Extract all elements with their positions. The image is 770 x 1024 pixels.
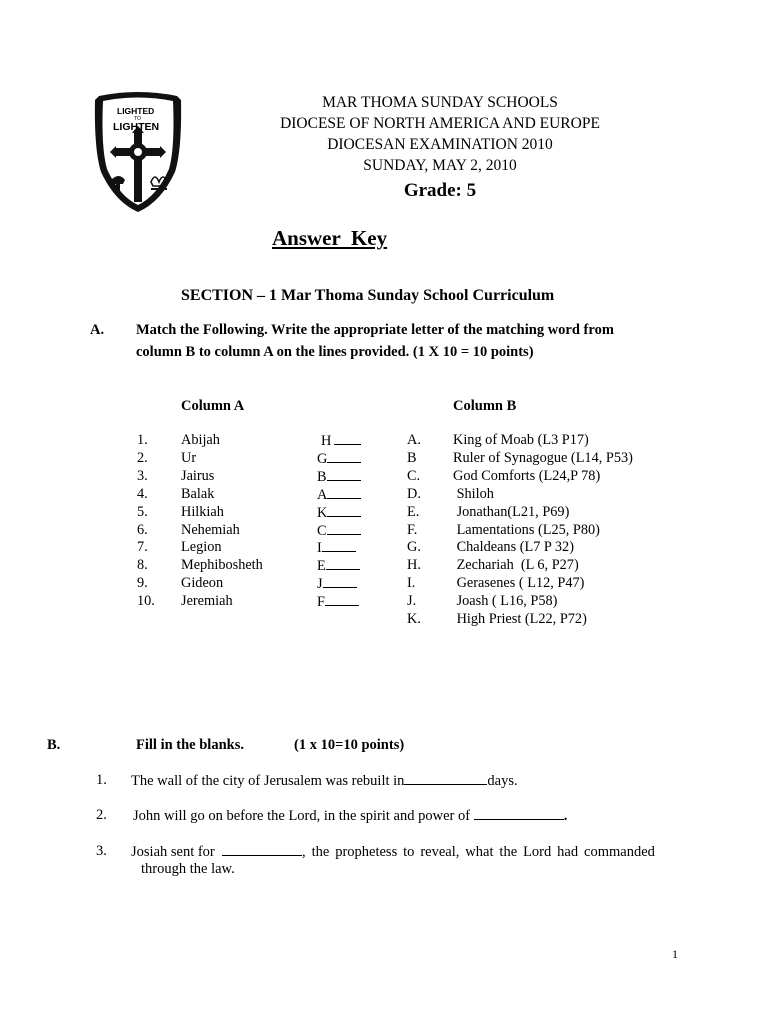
column-a-word: Legion <box>181 539 222 556</box>
column-b-text: High Priest (L22, P72) <box>453 611 587 627</box>
answer-field[interactable] <box>317 504 361 523</box>
column-b-text: God Comforts (L24,P 78) <box>453 467 601 484</box>
column-b-letter: A. <box>407 432 421 448</box>
column-b-letter: E. <box>407 503 420 520</box>
answer-field[interactable] <box>317 522 361 541</box>
part-a-instruction-2: column B to column A on the lines provided. (1 X 10 = 10 points) <box>136 344 534 360</box>
answer-letter: K <box>317 504 328 521</box>
column-a-word: Mephibosheth <box>181 557 263 574</box>
column-b-text: Chaldeans (L7 P 32) <box>453 539 574 556</box>
grade-heading: Grade: 5 <box>403 180 477 201</box>
answer-field[interactable] <box>317 539 356 558</box>
column-a-word: Hilkiah <box>181 503 224 520</box>
column-b-header: Column B <box>453 398 517 414</box>
column-b-letter: D. <box>407 485 421 502</box>
column-b-text: Shiloh <box>453 485 494 502</box>
answer-line <box>322 539 356 552</box>
answer-field[interactable] <box>317 557 360 576</box>
column-a-number: 9. <box>137 575 148 592</box>
part-b-letter: B. <box>47 737 61 753</box>
answer-line <box>327 504 361 517</box>
column-b-letter: B <box>407 449 417 466</box>
question-1 <box>131 772 518 790</box>
question-3-line-2: through the law. <box>141 861 235 877</box>
answer-letter: B <box>317 468 327 485</box>
column-b-letter: G. <box>407 539 421 556</box>
logo-text-bottom: LIGHTEN <box>113 121 160 133</box>
question-2 <box>133 807 567 825</box>
column-a-number: 7. <box>137 539 148 556</box>
page-number: 1 <box>672 947 678 961</box>
column-b-text: Zechariah (L 6, P27) <box>453 557 579 574</box>
question-text: . <box>563 808 568 824</box>
column-a-number: 2. <box>137 449 148 466</box>
column-a-number: 8. <box>137 557 148 574</box>
column-a-word: Nehemiah <box>181 521 240 538</box>
answer-line <box>334 432 361 445</box>
column-a-number: 4. <box>137 485 148 502</box>
column-a-word: Jeremiah <box>181 593 233 610</box>
answer-line <box>326 557 360 570</box>
answer-line <box>323 575 357 588</box>
answer-blank[interactable] <box>474 807 564 820</box>
column-a-number: 6. <box>137 521 148 538</box>
answer-letter: E <box>317 558 326 575</box>
column-a-number: 1. <box>137 432 148 448</box>
answer-field[interactable] <box>317 468 361 487</box>
school-logo <box>89 90 187 214</box>
page-title: Answer Key <box>272 226 388 250</box>
section-heading: SECTION – 1 Mar Thoma Sunday School Curriculum <box>181 287 555 304</box>
answer-letter: F <box>317 594 325 611</box>
column-b-text: Gerasenes ( L12, P47) <box>453 575 585 592</box>
question-number: 3. <box>96 843 107 859</box>
column-a-word: Jairus <box>181 467 215 484</box>
answer-blank[interactable] <box>222 843 302 856</box>
column-b-letter: I. <box>407 575 416 592</box>
answer-line <box>327 468 361 481</box>
header-line-4: SUNDAY, MAY 2, 2010 <box>363 157 517 174</box>
column-b-letter: F. <box>407 521 418 538</box>
column-b-text: King of Moab (L3 P17) <box>453 432 589 448</box>
column-a-word: Gideon <box>181 575 224 592</box>
answer-field[interactable] <box>317 450 361 469</box>
answer-line <box>327 450 361 463</box>
column-a-word: Balak <box>181 485 215 502</box>
question-text: , the prophetess to reveal, what the Lord had commanded <box>302 844 655 860</box>
question-text: Josiah sent for <box>131 844 215 860</box>
answer-line <box>327 486 361 499</box>
answer-blank[interactable] <box>404 772 487 785</box>
question-number: 1. <box>96 772 107 788</box>
part-a-letter: A. <box>90 322 105 338</box>
column-b-text: Jonathan(L21, P69) <box>453 503 570 520</box>
answer-field[interactable] <box>321 432 361 451</box>
question-text: The wall of the city of Jerusalem was rebuilt in <box>131 773 405 789</box>
column-a-number: 5. <box>137 503 148 520</box>
column-b-text: Lamentations (L25, P80) <box>453 521 600 538</box>
part-b-instruction: Fill in the blanks. <box>136 737 244 753</box>
answer-field[interactable] <box>317 486 361 505</box>
column-a-word: Ur <box>181 449 197 466</box>
answer-letter: H <box>321 433 332 449</box>
part-b-points: (1 x 10=10 points) <box>294 737 405 753</box>
answer-letter: J <box>317 576 323 593</box>
answer-letter: I <box>317 540 322 557</box>
column-b-text: Joash ( L16, P58) <box>453 593 558 610</box>
answer-letter: G <box>317 450 328 467</box>
header-line-1: MAR THOMA SUNDAY SCHOOLS <box>322 94 558 111</box>
answer-letter: A <box>317 486 328 503</box>
part-a-instruction-1: Match the Following. Write the appropriate letter of the matching word from <box>136 322 614 338</box>
answer-field[interactable] <box>317 575 357 594</box>
logo-text-mid: TO <box>134 116 141 122</box>
question-text: John will go on before the Lord, in the spirit and power of <box>133 808 471 824</box>
answer-line <box>327 522 361 535</box>
column-a-header: Column A <box>181 398 245 414</box>
answer-line <box>325 593 359 606</box>
question-text: days. <box>487 773 518 789</box>
column-b-letter: K. <box>407 611 421 627</box>
column-b-letter: H. <box>407 557 421 574</box>
question-3 <box>131 843 680 861</box>
header-line-3: DIOCESAN EXAMINATION 2010 <box>327 136 553 153</box>
question-number: 2. <box>96 807 107 823</box>
header-line-2: DIOCESE OF NORTH AMERICA AND EUROPE <box>280 115 600 132</box>
logo-text-top: LIGHTED <box>117 106 155 116</box>
column-b-letter: J. <box>407 593 417 610</box>
column-b-text: Ruler of Synagogue (L14, P53) <box>453 449 633 466</box>
answer-letter: C <box>317 522 327 539</box>
column-a-word: Abijah <box>181 432 220 448</box>
answer-field[interactable] <box>317 593 359 612</box>
column-b-letter: C. <box>407 467 421 484</box>
column-a-number: 10. <box>137 593 155 610</box>
column-a-number: 3. <box>137 467 148 484</box>
